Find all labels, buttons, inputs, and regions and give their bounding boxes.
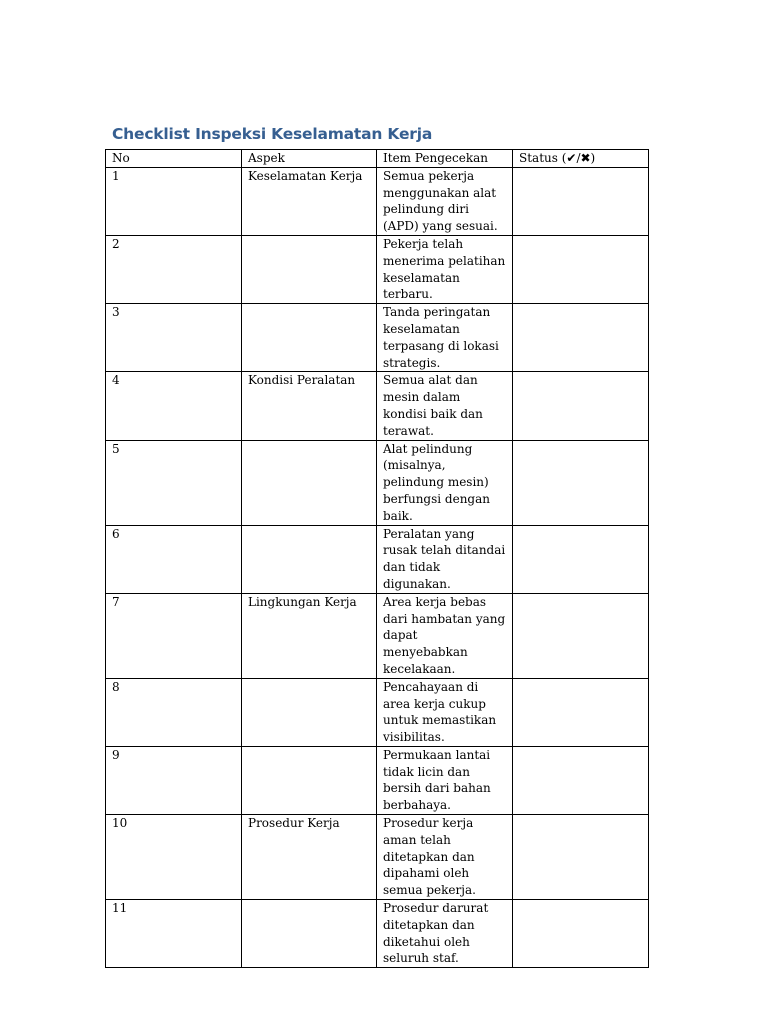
row-number: 9: [106, 746, 242, 814]
row-item: Area kerja bebas dari hambatan yang dapat menyebabkan kecelakaan.: [377, 593, 513, 678]
table-row: [106, 678, 649, 746]
row-number: 8: [106, 678, 242, 746]
row-aspek: Kondisi Peralatan: [242, 372, 377, 440]
table-row: [106, 900, 649, 968]
row-number: 3: [106, 304, 242, 372]
row-item: Semua pekerja menggunakan alat pelindung diri (APD) yang sesuai.: [377, 167, 513, 235]
table-header-row: [106, 150, 649, 168]
row-number: 7: [106, 593, 242, 678]
table-row: [106, 525, 649, 593]
header-item-pengecekan: Item Pengecekan: [377, 150, 513, 168]
row-number: 6: [106, 525, 242, 593]
row-item: Permukaan lantai tidak licin dan bersih dari bahan berbahaya.: [377, 746, 513, 814]
row-aspek: [242, 235, 377, 303]
row-aspek: [242, 525, 377, 593]
table-row: [106, 593, 649, 678]
row-item: Peralatan yang rusak telah ditandai dan tidak digunakan.: [377, 525, 513, 593]
header-no: No: [106, 150, 242, 168]
row-number: 10: [106, 815, 242, 900]
row-aspek: Prosedur Kerja: [242, 815, 377, 900]
row-number: 2: [106, 235, 242, 303]
row-status-cell[interactable]: [513, 304, 649, 372]
row-status-cell[interactable]: [513, 235, 649, 303]
row-item: Pencahayaan di area kerja cukup untuk memastikan visibilitas.: [377, 678, 513, 746]
row-status-cell[interactable]: [513, 525, 649, 593]
row-status-cell[interactable]: [513, 372, 649, 440]
header-status: Status (✔/✖): [513, 150, 649, 168]
table-row: [106, 304, 649, 372]
row-status-cell[interactable]: [513, 167, 649, 235]
table-row: [106, 167, 649, 235]
row-aspek: [242, 440, 377, 525]
table-row: [106, 372, 649, 440]
inspection-checklist-table: [105, 149, 649, 968]
table-row: [106, 440, 649, 525]
document-title: Checklist Inspeksi Keselamatan Kerja: [112, 125, 433, 143]
row-item: Pekerja telah menerima pelatihan keselamatan terbaru.: [377, 235, 513, 303]
header-aspek: Aspek: [242, 150, 377, 168]
row-status-cell[interactable]: [513, 900, 649, 968]
row-item: Prosedur kerja aman telah ditetapkan dan dipahami oleh semua pekerja.: [377, 815, 513, 900]
row-number: 11: [106, 900, 242, 968]
table-row: [106, 815, 649, 900]
row-item: Prosedur darurat ditetapkan dan diketahui oleh seluruh staf.: [377, 900, 513, 968]
row-aspek: [242, 900, 377, 968]
row-status-cell[interactable]: [513, 815, 649, 900]
table-row: [106, 746, 649, 814]
row-aspek: [242, 678, 377, 746]
row-item: Alat pelindung (misalnya, pelindung mesin) berfungsi dengan baik.: [377, 440, 513, 525]
row-number: 1: [106, 167, 242, 235]
row-status-cell[interactable]: [513, 746, 649, 814]
row-aspek: [242, 746, 377, 814]
row-aspek: [242, 304, 377, 372]
row-item: Semua alat dan mesin dalam kondisi baik dan terawat.: [377, 372, 513, 440]
table-row: [106, 235, 649, 303]
row-aspek: Keselamatan Kerja: [242, 167, 377, 235]
row-number: 5: [106, 440, 242, 525]
row-status-cell[interactable]: [513, 593, 649, 678]
row-number: 4: [106, 372, 242, 440]
row-aspek: Lingkungan Kerja: [242, 593, 377, 678]
row-status-cell[interactable]: [513, 678, 649, 746]
row-status-cell[interactable]: [513, 440, 649, 525]
row-item: Tanda peringatan keselamatan terpasang di lokasi strategis.: [377, 304, 513, 372]
